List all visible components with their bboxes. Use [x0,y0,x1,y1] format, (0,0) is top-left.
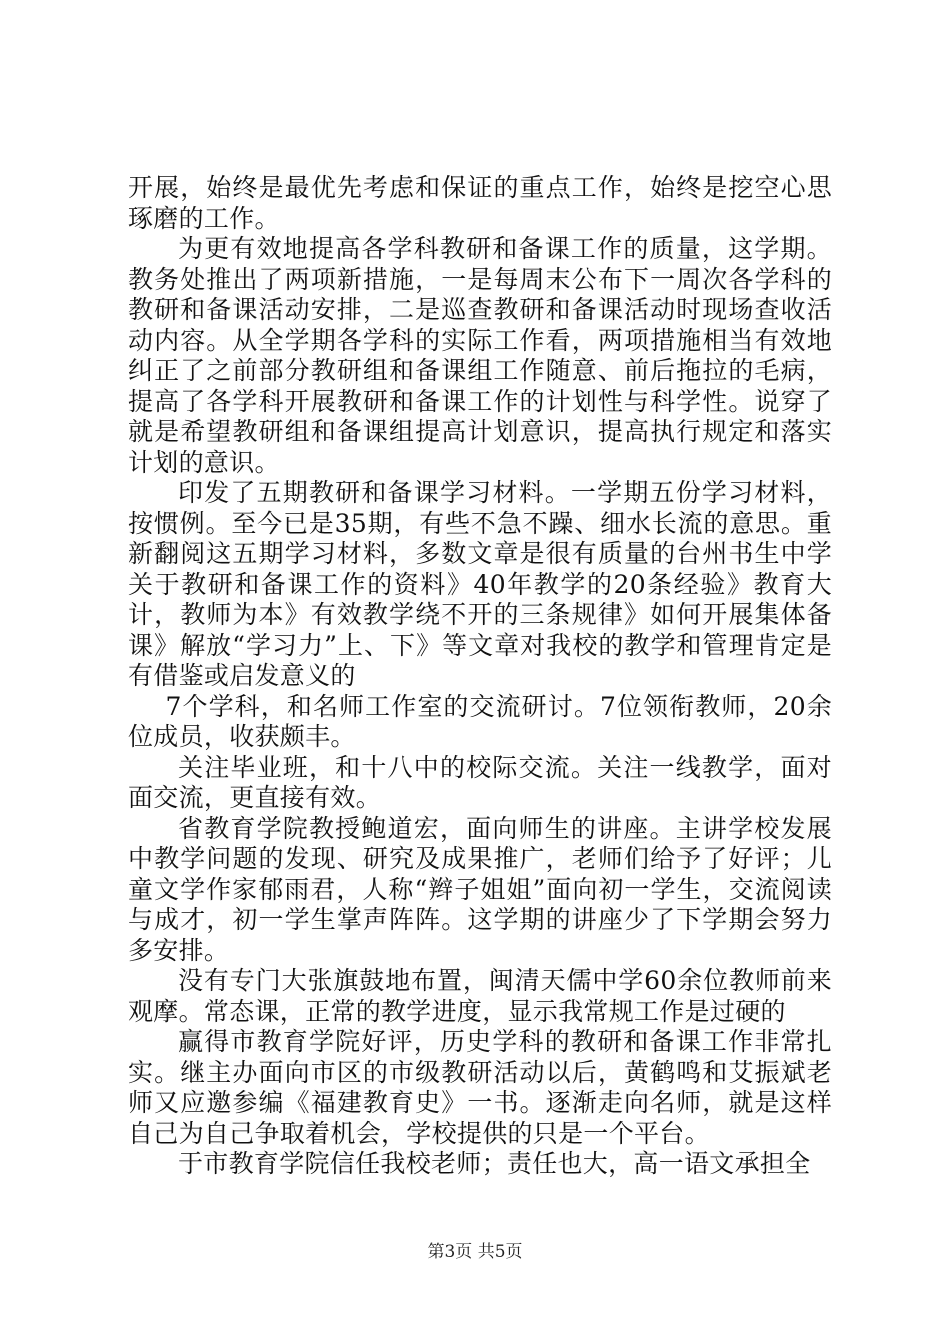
paragraph-4: 7个学科，和名师工作室的交流研讨。7位领衔教师，20余位成员，收获颇丰。 [128,691,832,751]
paragraph-8: 赢得市教育学院好评，历史学科的教研和备课工作非常扎实。继主办面向市区的市级教研活动以后，黄鹤鸣和艾振斌老师又应邀参编《福建教育史》一书。逐渐走向名师，就是这样自己为自己争取着机会，学校提供的只是一个平台。 [128,1027,832,1148]
paragraph-5: 关注毕业班，和十八中的校际交流。关注一线教学，面对面交流，更直接有效。 [128,752,832,812]
paragraph-1: 开展，始终是最优先考虑和保证的重点工作，始终是挖空心思琢磨的工作。 [128,173,832,233]
document-body [128,173,832,1180]
paragraph-6: 省教育学院教授鲍道宏，面向师生的讲座。主讲学校发展中教学问题的发现、研究及成果推广，老师们给予了好评；儿童文学作家郁雨君，人称“辫子姐姐”面向初一学生，交流阅读与成才，初一学生掌声阵阵。这学期的讲座少了下学期会努力多安排。 [128,813,832,965]
paragraph-9: 于市教育学院信任我校老师；责任也大，高一语文承担全 [178,1149,811,1178]
page-number-footer: 第3页 共5页 [427,1242,523,1262]
paragraph-2: 为更有效地提高各学科教研和备课工作的质量，这学期。教务处推出了两项新措施，一是每周末公布下一周次各学科的教研和备课活动安排，二是巡查教研和备课活动时现场查收活动内容。从全学期各学科的实际工作看，两项措施相当有效地纠正了之前部分教研组和备课组工作随意、前后拖拉的毛病，提高了各学科开展教研和备课工作的计划性与科学性。说穿了就是希望教研组和备课组提高计划意识，提高执行规定和落实计划的意识。 [128,234,832,477]
paragraph-7: 没有专门大张旗鼓地布置，闽清天儒中学60余位教师前来观摩。常态课，正常的教学进度，显示我常规工作是过硬的 [128,966,832,1026]
paragraph-3: 印发了五期教研和备课学习材料。一学期五份学习材料，按惯例。至今已是35期，有些不急不躁、细水长流的意思。重新翻阅这五期学习材料，多数文章是很有质量的台州书生中学关于教研和备课工作的资料》40年教学的20条经验》教育大计，教师为本》有效教学绕不开的三条规律》如何开展集体备课》解放“学习力”上、下》等文章对我校的教学和管理肯定是有借鉴或启发意义的 [128,478,832,690]
